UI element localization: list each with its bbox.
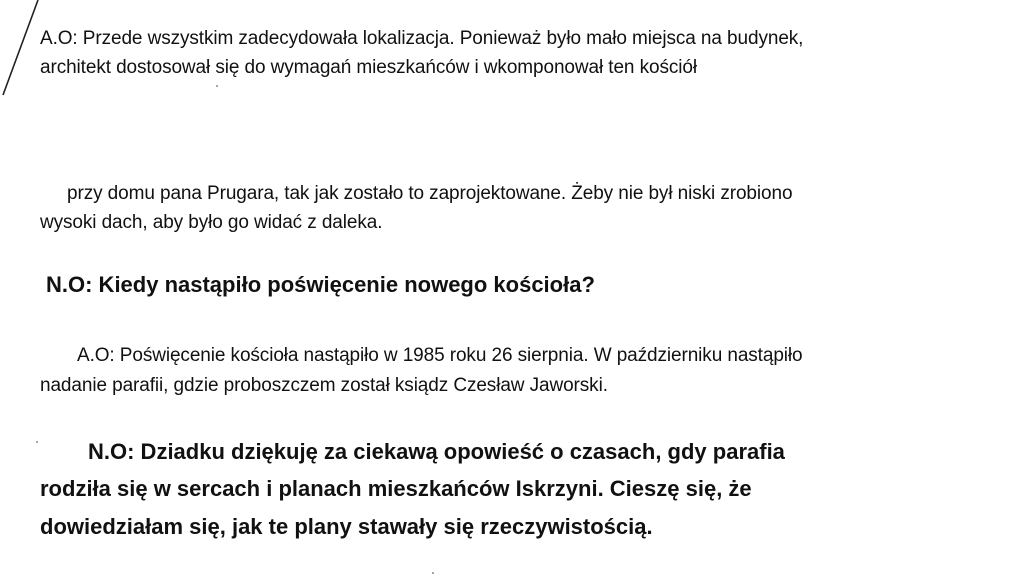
paragraph2-line2: wysoki dach, aby było go widać z daleka.	[40, 212, 383, 233]
scan-speck	[36, 441, 38, 443]
scan-margin-mark	[0, 0, 40, 110]
paragraph2-line1: przy domu pana Prugara, tak jak zostało to zaprojektowane. Żeby nie był niski zrobiono	[67, 183, 793, 204]
closing-line2: rodziła się w sercach i planach mieszkańców Iskrzyni. Cieszę się, że	[40, 476, 752, 501]
scan-speck	[216, 85, 218, 87]
closing-line3: dowiedziałam się, jak te plany stawały się rzeczywistością.	[40, 514, 653, 539]
scan-speck	[432, 572, 434, 574]
paragraph1-line1: A.O: Przede wszystkim zadecydowała lokalizacja. Ponieważ było mało miejsca na budynek,	[40, 28, 804, 49]
question-heading: N.O: Kiedy nastąpiło poświęcenie nowego kościoła?	[46, 272, 595, 297]
closing-line1: N.O: Dziadku dziękuję za ciekawą opowieść o czasach, gdy parafia	[88, 439, 785, 464]
paragraph1-line2: architekt dostosował się do wymagań mieszkańców i wkomponował ten kościół	[40, 57, 697, 78]
answer1-line1: A.O: Poświęcenie kościoła nastąpiło w 1985 roku 26 sierpnia. W październiku nastąpiło	[77, 345, 803, 366]
answer1-line2: nadanie parafii, gdzie proboszczem został ksiądz Czesław Jaworski.	[40, 375, 608, 396]
